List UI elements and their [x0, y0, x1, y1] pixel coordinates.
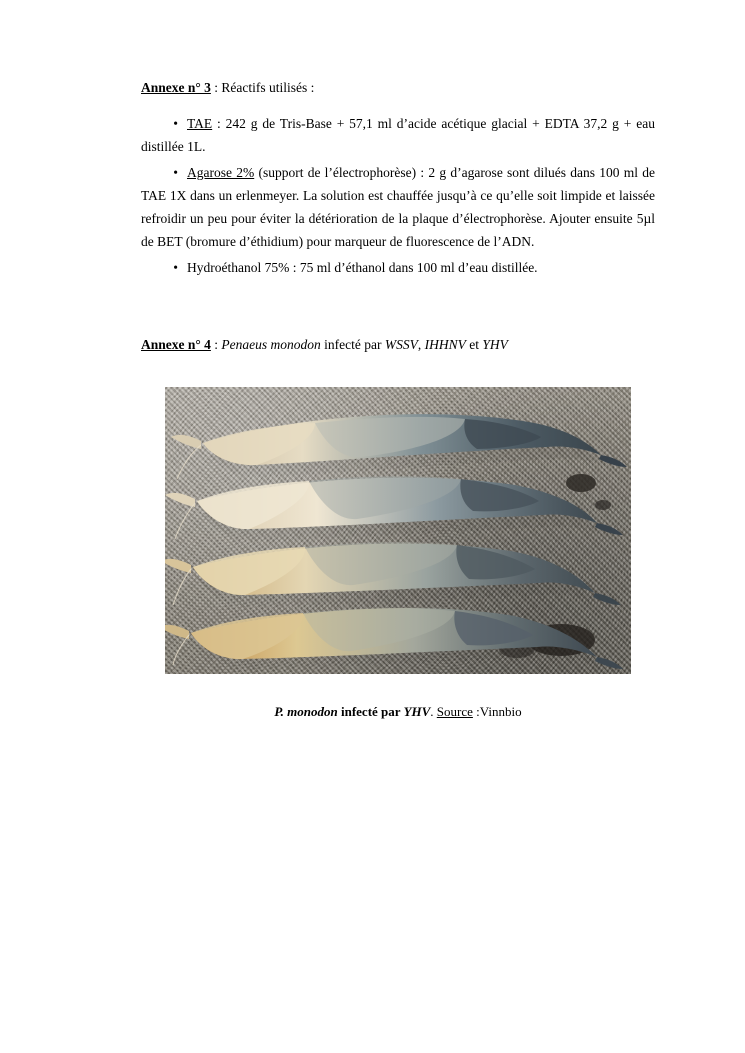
reagent-term: Agarose 2%	[187, 164, 255, 180]
annexe-4-sep-1: ,	[417, 336, 425, 352]
shrimp-image-svg	[165, 387, 631, 674]
bullet-dot-icon: •	[173, 259, 178, 275]
annexe-4-label: Annexe n° 4	[141, 336, 211, 352]
reagents-list	[141, 112, 655, 279]
reagent-description: : 242 g de Tris-Base + 57,1 ml d’acide acétique glacial + EDTA 37,2 g + eau distillée 1L.	[141, 116, 655, 155]
bullet-dot-icon: •	[173, 164, 178, 180]
caption-source-value: :Vinnbio	[472, 704, 522, 720]
list-item	[141, 161, 655, 254]
figure-container	[141, 387, 655, 674]
page-content	[141, 78, 655, 720]
annexe-4-virus-1: WSSV	[384, 336, 418, 352]
annexe-4-heading	[141, 335, 655, 355]
annexe-4-species: Penaeus monodon	[221, 336, 321, 352]
caption-species: P. monodon	[274, 704, 338, 720]
bullet-dot-icon: •	[173, 116, 178, 132]
caption-period: .	[430, 704, 437, 720]
reagent-term: TAE	[187, 116, 213, 132]
annexe-4-middle: infecté par	[320, 336, 385, 352]
list-item	[141, 112, 655, 158]
annexe-4-virus-3: YHV	[482, 336, 508, 352]
annexe-4-sep-2: et	[465, 336, 483, 352]
figure-caption	[141, 704, 655, 720]
annexe-3-title: : Réactifs utilisés :	[210, 80, 315, 95]
caption-infected-text: infecté par	[337, 704, 404, 720]
annexe-3-heading	[141, 78, 655, 98]
list-item	[141, 256, 655, 279]
reagent-term: Hydroéthanol 75%	[187, 259, 290, 275]
photo-penaeus-monodon-infected	[165, 387, 631, 674]
reagent-description: (support de l’électrophorèse) : 2 g d’agarose sont dilués dans 100 ml de TAE 1X dans un erlenmeyer. La solution est chauffée jusqu’à ce qu’elle soit limpide et laissée refroidir un peu pour éviter la détérioration de la plaque d’électrophorèse. Ajouter ensuite 5µl de BET (bromure d’éthidium) pour marqueur de fluorescence de l’ADN.	[141, 164, 655, 250]
annexe-4-virus-2: IHHNV	[424, 336, 466, 352]
annexe-3-label: Annexe n° 3	[141, 80, 211, 95]
caption-source-label: Source	[436, 704, 473, 720]
reagent-description: : 75 ml d’éthanol dans 100 ml d’eau distillée.	[289, 259, 538, 275]
annexe-4-separator: :	[210, 336, 222, 352]
caption-virus: YHV	[403, 704, 431, 720]
section-spacer	[141, 281, 655, 335]
